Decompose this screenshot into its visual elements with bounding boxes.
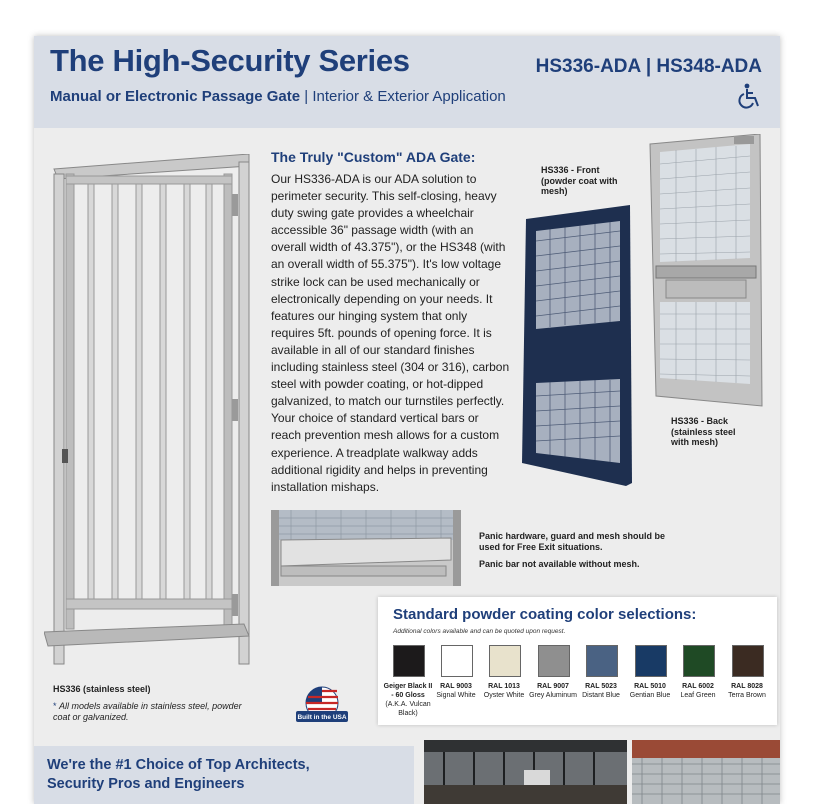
color-swatch-label	[721, 682, 773, 700]
section-heading: The Truly "Custom" ADA Gate:	[271, 149, 476, 165]
panic-note-1: Panic hardware, guard and mesh should be used for Free Exit situations.	[479, 531, 666, 552]
caption-main: HS336 (stainless steel)	[53, 684, 151, 694]
color-swatch	[586, 645, 618, 677]
footer-line-2: Security Pros and Engineers	[47, 776, 245, 792]
panic-hardware-image	[271, 510, 461, 586]
color-swatch	[441, 645, 473, 677]
color-swatch	[683, 645, 715, 677]
wheelchair-icon	[736, 82, 764, 110]
color-code: RAL 6002	[682, 683, 714, 690]
color-swatch-label	[527, 682, 579, 700]
color-swatch-label	[430, 682, 482, 700]
spec-sheet	[34, 36, 780, 804]
color-swatch	[732, 645, 764, 677]
color-code: RAL 5023	[585, 683, 617, 690]
color-swatch-label	[672, 682, 724, 700]
badge-text: Built in the USA	[297, 714, 347, 721]
color-swatch-label	[478, 682, 530, 700]
footer-band	[34, 746, 414, 804]
palette-subtitle: Additional colors available and can be quoted upon request.	[393, 628, 566, 635]
color-swatch-label	[382, 682, 434, 718]
color-name: (A.K.A. Vulcan Black)	[385, 701, 431, 717]
header-band	[34, 36, 780, 128]
gate-stainless-image	[44, 154, 254, 674]
page-title: The High-Security Series	[50, 43, 410, 78]
color-palette-panel	[378, 597, 777, 725]
color-name: Grey Aluminum	[529, 692, 577, 699]
palette-title: Standard powder coating color selections:	[393, 606, 697, 623]
subtitle-rest: | Interior & Exterior Application	[300, 88, 506, 105]
footer-line-1: We're the #1 Choice of Top Architects,	[47, 757, 310, 773]
asterisk: *	[53, 701, 60, 711]
color-code: RAL 9007	[537, 683, 569, 690]
color-swatch	[393, 645, 425, 677]
caption-main-note-text: All models available in stainless steel, powder coat or galvanized.	[53, 701, 242, 722]
color-swatch-label	[575, 682, 627, 700]
color-name: Leaf Green	[680, 692, 716, 699]
color-swatch-label	[624, 682, 676, 700]
color-name: Terra Brown	[728, 692, 766, 699]
color-name: Signal White	[436, 692, 476, 699]
subtitle-bold: Manual or Electronic Passage Gate	[50, 88, 301, 105]
installation-photo-2	[632, 740, 780, 804]
color-code: Geiger Black II - 60 Gloss	[383, 683, 433, 699]
built-in-usa-badge	[292, 686, 352, 726]
color-swatch	[489, 645, 521, 677]
gate-front-image	[520, 201, 635, 491]
model-numbers: HS336-ADA | HS348-ADA	[535, 56, 762, 77]
color-code: RAL 5010	[634, 683, 666, 690]
subtitle	[50, 88, 506, 105]
color-code: RAL 8028	[731, 683, 763, 690]
color-name: Distant Blue	[582, 692, 620, 699]
footer-text	[47, 756, 310, 794]
caption-main-note	[53, 701, 253, 723]
installation-photo-1	[424, 740, 627, 804]
color-swatch	[538, 645, 570, 677]
color-code: RAL 1013	[488, 683, 520, 690]
color-name: Gentian Blue	[629, 692, 671, 699]
caption-back: HS336 - Back (stainless steel with mesh)	[671, 416, 736, 447]
color-swatch	[635, 645, 667, 677]
section-body: Our HS336-ADA is our ADA solution to perimeter security. This self-closing, heavy duty swing gate provides a wheelchair accessible 36" passage width (with an overall width of 43.375"), or the HS348 (with an overall width of 55.375"). It's low voltage strike lock can be used mechanically or electronically depending on your needs. It features our hinging system that only requires 5ft. pounds of opening force. It is available in all of our standard finishes including stainless steel (304 or 316), carbon steel with powder coating, or hot-dipped galvanized, to match our turnstiles perfectly. Your choice of standard vertical bars or reach prevention mesh allows for a custom experience. A treadplate walkway adds additional rigidity and helps in preventing installation mishaps.	[271, 172, 510, 494]
color-name: Oyster White	[483, 692, 525, 699]
color-code: RAL 9003	[440, 683, 472, 690]
caption-front: HS336 - Front (powder coat with mesh)	[541, 165, 618, 196]
gate-back-image	[646, 134, 766, 414]
panic-note-2: Panic bar not available without mesh.	[479, 559, 640, 569]
